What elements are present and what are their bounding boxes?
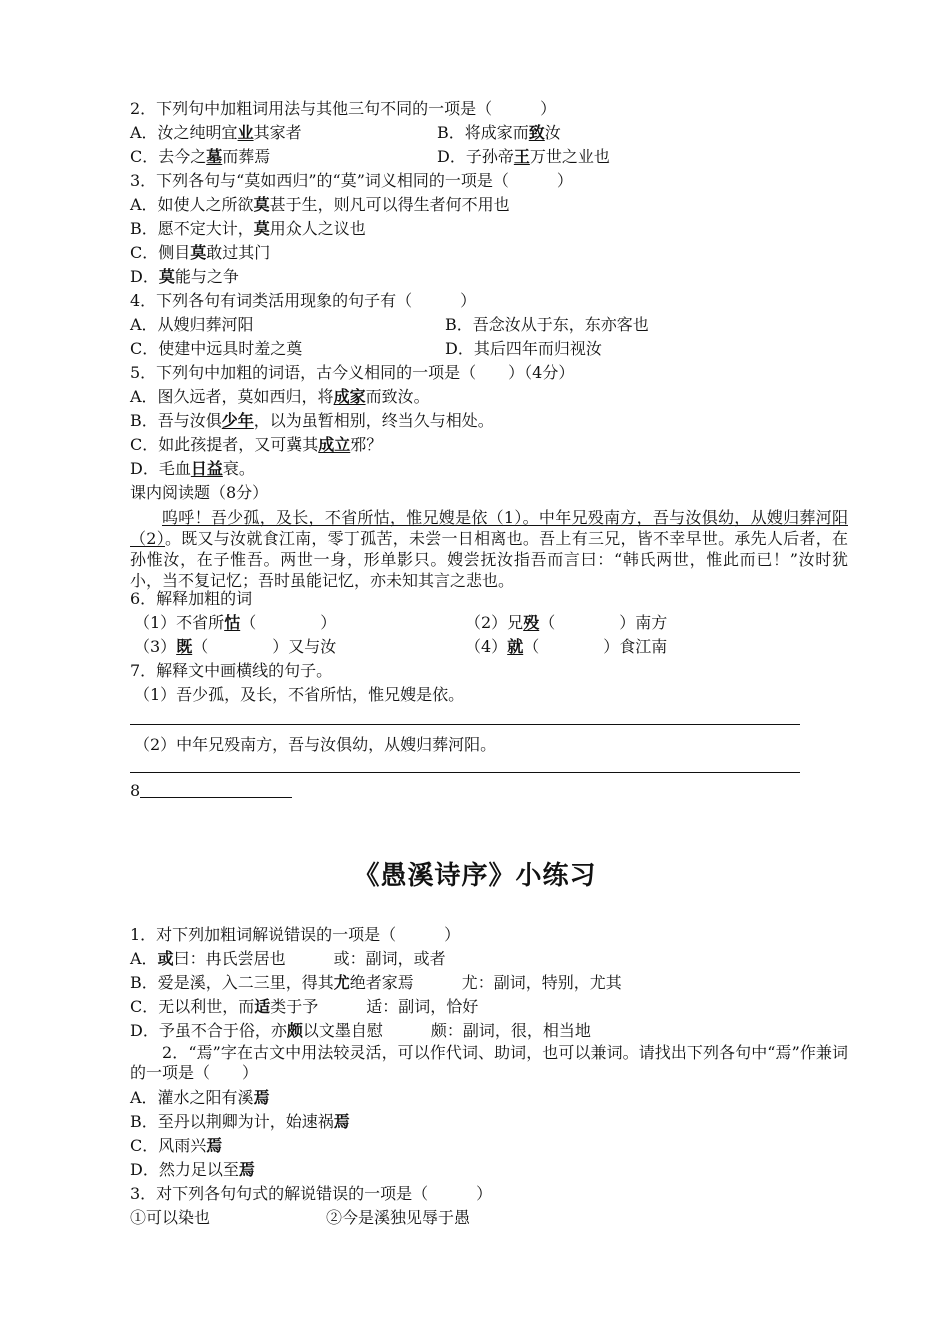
underlined-sentence: 呜呼！吾少孤，及长，不省所怙，惟兄嫂是依（1）。中年兄殁南方，吾与汝俱幼，从嫂归葬河阳（2） <box>130 508 848 548</box>
bold-word: 或 <box>157 949 174 968</box>
bold-word: 日益 <box>190 459 223 478</box>
bold-word: 少年 <box>221 411 254 430</box>
s2-q1-stem: 1．对下列加粗词解说错误的一项是（ ） <box>130 925 461 944</box>
bold-word: 焉 <box>333 1112 350 1131</box>
s2-q1-option-c: C．无以利世，而适类于予 适：副词，恰好 <box>130 997 479 1016</box>
q5-option-d: D．毛血日益衰。 <box>130 459 255 478</box>
answer-line <box>140 797 292 798</box>
s2-q1-option-a: A．或曰：冉氏尝居也 或：副词，或者 <box>130 949 446 968</box>
answer-line <box>130 724 800 725</box>
s2-q1-option-d: D．予虽不合于俗，亦颇以文墨自慰 颇：副词，很，相当地 <box>130 1021 591 1040</box>
q6-item-1: （1）不省所怙（ ） <box>134 613 337 632</box>
q6-item-3: （3）既（ ）又与汝 <box>134 637 337 656</box>
q4-option-c: C．使建中远具时羞之奠 <box>130 339 303 358</box>
bold-word: 适 <box>254 997 271 1016</box>
bold-word: 颇 <box>286 1021 303 1040</box>
q4-option-b: B．吾念汝从于东，东亦客也 <box>445 315 649 334</box>
bold-word: 焉 <box>206 1136 223 1155</box>
q3-option-a: A．如使人之所欲莫甚于生，则凡可以得生者何不用也 <box>130 195 510 214</box>
q8-number: 8 <box>130 781 141 800</box>
bold-word: 墓 <box>206 147 223 166</box>
bold-word: 殁 <box>523 613 540 632</box>
q4-option-d: D．其后四年而归视汝 <box>445 339 602 358</box>
q4-option-a: A．从嫂归葬河阳 <box>130 315 254 334</box>
bold-word: 莫 <box>158 267 175 286</box>
bold-word: 既 <box>176 637 193 656</box>
q5-option-a: A．图久远者，莫如西归，将成家而致汝。 <box>130 387 430 406</box>
q4-stem: 4．下列各句有词类活用现象的句子有（ ） <box>130 291 477 310</box>
bold-word: 莫 <box>190 243 207 262</box>
bold-word: 莫 <box>253 195 270 214</box>
s2-q2-option-a: A．灌水之阳有溪焉 <box>130 1088 270 1107</box>
reading-passage: 呜呼！吾少孤，及长，不省所怙，惟兄嫂是依（1）。中年兄殁南方，吾与汝俱幼，从嫂归葬河阳（2）。既又与汝就食江南，零丁孤苦，未尝一日相离也。吾上有三兄，皆不幸早世。承先人后者，在孙惟汝，在子惟吾。两世一身，形单影只。嫂尝抚汝指吾而言曰：“韩氏两世，惟此而已！”汝时犹小，当不复记忆；吾时虽能记忆，亦未知其言之悲也。 <box>130 508 848 590</box>
s2-q2-option-c: C．风雨兴焉 <box>130 1136 223 1155</box>
q6-stem: 6．解释加粗的词 <box>130 589 253 608</box>
q3-option-c: C．侧目莫敢过其门 <box>130 243 271 262</box>
q5-option-c: C．如此孩提者，又可冀其成立邪？ <box>130 435 383 454</box>
q3-option-d: D．莫能与之争 <box>130 267 239 286</box>
bold-word: 焉 <box>253 1088 270 1107</box>
q6-item-4: （4）就（ ）食江南 <box>465 637 668 656</box>
answer-line <box>130 772 800 773</box>
q7-stem: 7．解释文中画横线的句子。 <box>130 661 333 680</box>
q3-option-b: B．愿不定大计，莫用众人之议也 <box>130 219 366 238</box>
q6-item-2: （2）兄殁（ ）南方 <box>465 613 668 632</box>
s2-q2-stem: 2．“焉”字在古文中用法较灵活，可以作代词、助词，也可以兼词。请找出下列各句中“焉”作兼词的一项是（ ） <box>130 1043 848 1082</box>
q2-option-c: C．去今之墓而葬焉 <box>130 147 271 166</box>
q5-stem: 5．下列句中加粗的词语，古今义相同的一项是（ ）（4分） <box>130 363 575 382</box>
q5-option-b: B．吾与汝俱少年，以为虽暂相别，终当久与相处。 <box>130 411 494 430</box>
bold-word: 成立 <box>318 435 351 454</box>
s2-q3-item-1: ①可以染也 <box>130 1208 211 1227</box>
q2-stem: 2．下列句中加粗词用法与其他三句不同的一项是（ ） <box>130 99 557 118</box>
section-title: 《愚溪诗序》小练习 <box>353 861 597 891</box>
q2-option-a: A．汝之纯明宜业其家者 <box>130 123 302 142</box>
bold-word: 怙 <box>224 613 241 632</box>
q7-sentence-2: （2）中年兄殁南方，吾与汝俱幼，从嫂归葬河阳。 <box>134 735 497 754</box>
s2-q3-item-2: ②今是溪独见辱于愚 <box>326 1208 471 1227</box>
s2-q1-option-b: B．爱是溪，入二三里，得其尤绝者家焉 尤：副词，特别，尤其 <box>130 973 622 992</box>
reading-heading: 课内阅读题（8分） <box>130 483 269 502</box>
bold-word: 业 <box>237 123 254 142</box>
s2-q3-stem: 3．对下列各句句式的解说错误的一项是（ ） <box>130 1184 493 1203</box>
s2-q2-option-d: D．然力足以至焉 <box>130 1160 255 1179</box>
q2-option-b: B．将成家而致汝 <box>437 123 561 142</box>
q3-stem: 3．下列各句与“莫如西归”的“莫”词义相同的一项是（ ） <box>130 171 573 190</box>
bold-word: 尤 <box>333 973 350 992</box>
bold-word: 致 <box>528 123 545 142</box>
bold-word: 成家 <box>333 387 366 406</box>
bold-word: 王 <box>513 147 530 166</box>
bold-word: 莫 <box>253 219 270 238</box>
bold-word: 就 <box>507 637 524 656</box>
q7-sentence-1: （1）吾少孤，及长，不省所怙，惟兄嫂是依。 <box>134 685 465 704</box>
bold-word: 焉 <box>238 1160 255 1179</box>
s2-q2-option-b: B．至丹以荆卿为计，始速祸焉 <box>130 1112 350 1131</box>
q2-option-d: D．子孙帝王万世之业也 <box>437 147 610 166</box>
